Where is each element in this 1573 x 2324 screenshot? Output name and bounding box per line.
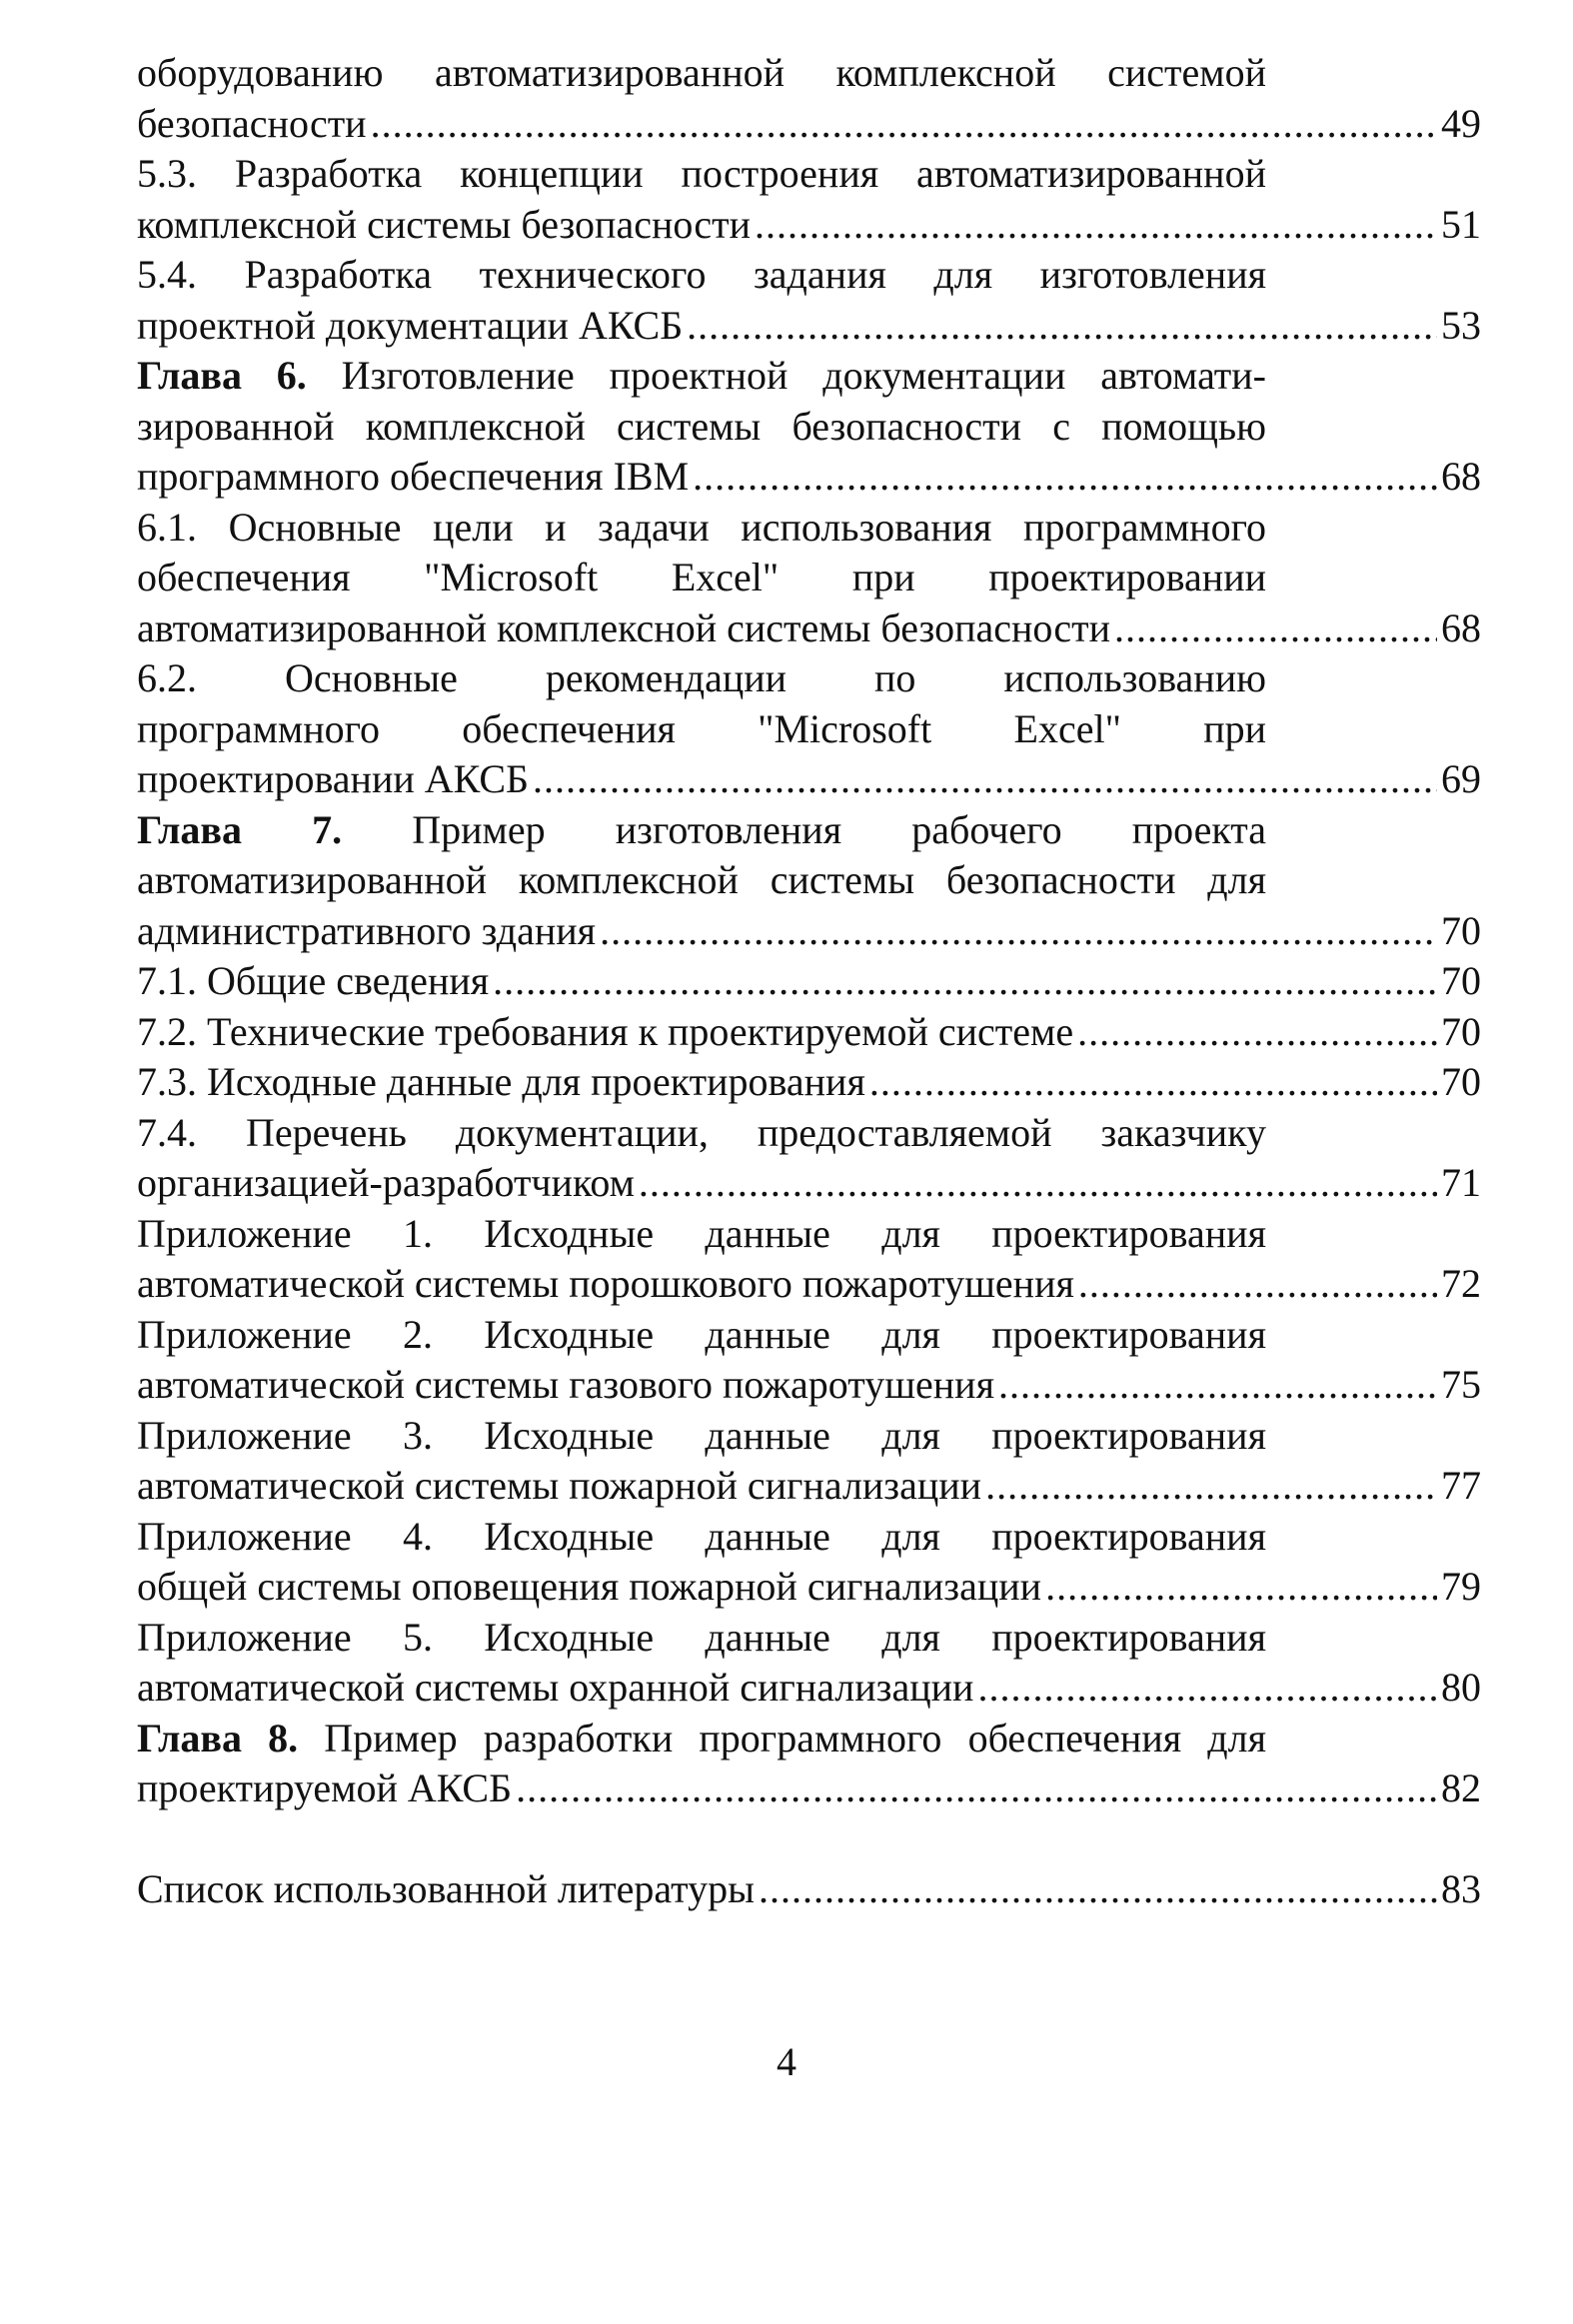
toc-entry-last-line — [137, 99, 1481, 150]
toc-entry — [137, 1007, 1481, 1058]
toc-entry-line — [137, 351, 1266, 402]
toc-page-number: 70 — [1441, 1059, 1481, 1104]
toc-page-number: 68 — [1441, 604, 1481, 650]
toc-entry-line — [137, 48, 1266, 99]
toc-entry-line — [137, 1209, 1266, 1260]
toc-entry-text: 7.1. Общие сведения — [137, 958, 490, 1003]
toc-entry — [137, 1512, 1481, 1613]
toc-entry-last-line — [137, 1562, 1481, 1613]
toc-entry-text: 6.1. Основные цели и задачи использования программного — [137, 504, 1266, 550]
toc-entry-last-line — [137, 956, 1481, 1007]
dot-leader — [869, 1057, 1437, 1108]
toc-entry-text: Пример разработки программного обеспечения для — [298, 1715, 1266, 1760]
toc-entry-text: 7.4. Перечень документации, предоставляемой заказчику — [137, 1109, 1266, 1155]
toc-entry-text: общей системы оповещения пожарной сигнализации — [137, 1564, 1042, 1609]
dot-leader — [985, 1461, 1437, 1512]
toc-entry-last-line — [137, 1763, 1481, 1814]
toc-entry-text: Приложение 3. Исходные данные для проектирования — [137, 1412, 1266, 1458]
toc-entry-text: оборудованию автоматизированной комплексной системой — [137, 50, 1266, 95]
toc-entry — [137, 351, 1481, 503]
toc-page-number: 77 — [1441, 1463, 1481, 1508]
toc-entry-text: проектируемой АКСБ — [137, 1765, 513, 1810]
toc-entry-text: автоматической системы порошкового пожаротушения — [137, 1261, 1074, 1306]
toc-entry-line — [137, 1108, 1266, 1159]
dot-leader — [998, 1360, 1437, 1411]
toc-entry-last-line — [137, 1461, 1481, 1512]
toc-entry — [137, 1310, 1481, 1411]
chapter-label: Глава 6. — [137, 353, 307, 398]
dot-leader — [516, 1763, 1437, 1814]
toc-entry-text: организацией-разработчиком — [137, 1160, 635, 1205]
toc-entry — [137, 149, 1481, 250]
toc-entry-text: автоматической системы охранной сигнализации — [137, 1665, 974, 1710]
dot-leader — [533, 754, 1437, 805]
toc-entry-text: безопасности — [137, 100, 367, 146]
toc-entry — [137, 956, 1481, 1007]
toc-entry-line — [137, 1310, 1266, 1361]
toc-entry — [137, 250, 1481, 351]
toc-entry-text: программного обеспечения IBM — [137, 454, 690, 499]
toc-entry-last-line — [137, 200, 1481, 251]
spacer — [137, 1814, 1481, 1864]
toc-entry — [137, 1108, 1481, 1209]
dot-leader — [1114, 603, 1437, 654]
toc-entry-text: Приложение 5. Исходные данные для проектирования — [137, 1614, 1266, 1660]
toc-entry-text: автоматизированной комплексной системы безопасности для — [137, 857, 1266, 902]
dot-leader — [1077, 1007, 1437, 1058]
toc-entry-line — [137, 149, 1266, 200]
toc-page-number: 70 — [1441, 958, 1481, 1003]
toc-entry-last-line — [137, 1057, 1481, 1108]
toc-entry-text: комплексной системы безопасности — [137, 201, 752, 247]
toc-page-number: 75 — [1441, 1362, 1481, 1407]
dot-leader — [1045, 1562, 1437, 1613]
toc-entry-text: 5.3. Разработка концепции построения автоматизированной — [137, 151, 1266, 196]
toc-entry-text: проектировании АКСБ — [137, 756, 529, 801]
toc-entry-line — [137, 1613, 1266, 1664]
toc-entry-line — [137, 402, 1266, 453]
toc-entry-text: программного обеспечения "Microsoft Excel" при — [137, 705, 1266, 751]
toc-entry-text: Список использованной литературы — [137, 1865, 755, 1911]
toc-entry-text: 6.2. Основные рекомендации по использованию — [137, 655, 1266, 700]
toc-entry-last-line — [137, 906, 1481, 957]
toc-entry — [137, 1714, 1481, 1814]
toc-entry-last-line — [137, 603, 1481, 654]
toc-page-number: 69 — [1441, 756, 1481, 801]
toc-entry-line — [137, 553, 1266, 603]
toc-entry-text: 7.3. Исходные данные для проектирования — [137, 1059, 865, 1104]
toc-entry — [137, 48, 1481, 149]
toc-entry-last-line — [137, 1158, 1481, 1209]
toc-entry — [137, 1613, 1481, 1714]
toc-entry-text: автоматической системы газового пожаротушения — [137, 1362, 994, 1407]
dot-leader — [600, 906, 1437, 957]
toc-entry-line — [137, 805, 1266, 856]
toc-entry — [137, 805, 1481, 957]
toc-entry-line — [137, 503, 1266, 554]
toc-entry-text: автоматической системы пожарной сигнализации — [137, 1463, 982, 1508]
toc-entry-text: Изготовление проектной документации автомати- — [306, 353, 1266, 398]
toc-entry-text: 5.4. Разработка технического задания для изготовления — [137, 252, 1266, 297]
toc-page-number: 79 — [1441, 1564, 1481, 1609]
table-of-contents — [137, 48, 1481, 1914]
toc-entry-last-line — [137, 1663, 1481, 1714]
toc-entry-text: административного здания — [137, 907, 597, 953]
toc-entry-line — [137, 855, 1266, 906]
toc-page-number: 83 — [1441, 1865, 1481, 1911]
toc-page-number: 49 — [1441, 100, 1481, 146]
toc-entry-last-line — [137, 754, 1481, 805]
dot-leader — [755, 200, 1437, 251]
toc-entry-text: 7.2. Технические требования к проектируемой системе — [137, 1008, 1074, 1054]
dot-leader — [1078, 1259, 1437, 1310]
dot-leader — [693, 452, 1437, 503]
toc-entry-last-line — [137, 452, 1481, 503]
toc-entry-line — [137, 1411, 1266, 1462]
toc-entry-last-line — [137, 1259, 1481, 1310]
toc-page-number: 70 — [1441, 1008, 1481, 1054]
toc-entry — [137, 1411, 1481, 1512]
dot-leader — [759, 1864, 1437, 1915]
toc-page-number: 82 — [1441, 1765, 1481, 1810]
toc-entry-text: автоматизированной комплексной системы безопасности — [137, 604, 1111, 650]
toc-entry — [137, 1209, 1481, 1310]
dot-leader — [639, 1158, 1437, 1209]
page-number: 4 — [777, 2039, 796, 2084]
chapter-label: Глава 7. — [137, 806, 343, 852]
toc-entry — [137, 653, 1481, 805]
toc-entry-text: Приложение 1. Исходные данные для проектирования — [137, 1210, 1266, 1256]
toc-entry-line — [137, 250, 1266, 301]
toc-page-number: 51 — [1441, 201, 1481, 247]
dot-leader — [493, 956, 1437, 1007]
toc-page-number: 80 — [1441, 1665, 1481, 1710]
toc-entry-text: проектной документации АКСБ — [137, 302, 684, 348]
toc-page-number: 68 — [1441, 454, 1481, 499]
toc-entry-text: зированной комплексной системы безопасности с помощью — [137, 403, 1266, 449]
toc-page-number: 53 — [1441, 302, 1481, 348]
toc-entry-text: Пример изготовления рабочего проекта — [342, 806, 1266, 852]
toc-entry-last-line — [137, 1864, 1481, 1915]
toc-entry — [137, 503, 1481, 654]
toc-page-number: 71 — [1441, 1160, 1481, 1205]
toc-entry-line — [137, 653, 1266, 704]
toc-entry — [137, 1057, 1481, 1108]
toc-entry-line — [137, 704, 1266, 755]
toc-entry-text: Приложение 4. Исходные данные для проектирования — [137, 1513, 1266, 1559]
dot-leader — [371, 99, 1437, 150]
dot-leader — [687, 301, 1437, 352]
toc-entry-text: Приложение 2. Исходные данные для проектирования — [137, 1311, 1266, 1357]
toc-entry-line — [137, 1512, 1266, 1563]
toc-entry-last-line — [137, 1007, 1481, 1058]
toc-entry-line — [137, 1714, 1266, 1764]
toc-page-number: 70 — [1441, 907, 1481, 953]
toc-entry-last-line — [137, 1360, 1481, 1411]
dot-leader — [977, 1663, 1437, 1714]
chapter-label: Глава 8. — [137, 1715, 299, 1760]
toc-page-number: 72 — [1441, 1261, 1481, 1306]
toc-entry-last-line — [137, 301, 1481, 352]
references-entry — [137, 1864, 1481, 1915]
toc-entry-text: обеспечения "Microsoft Excel" при проектировании — [137, 555, 1266, 599]
